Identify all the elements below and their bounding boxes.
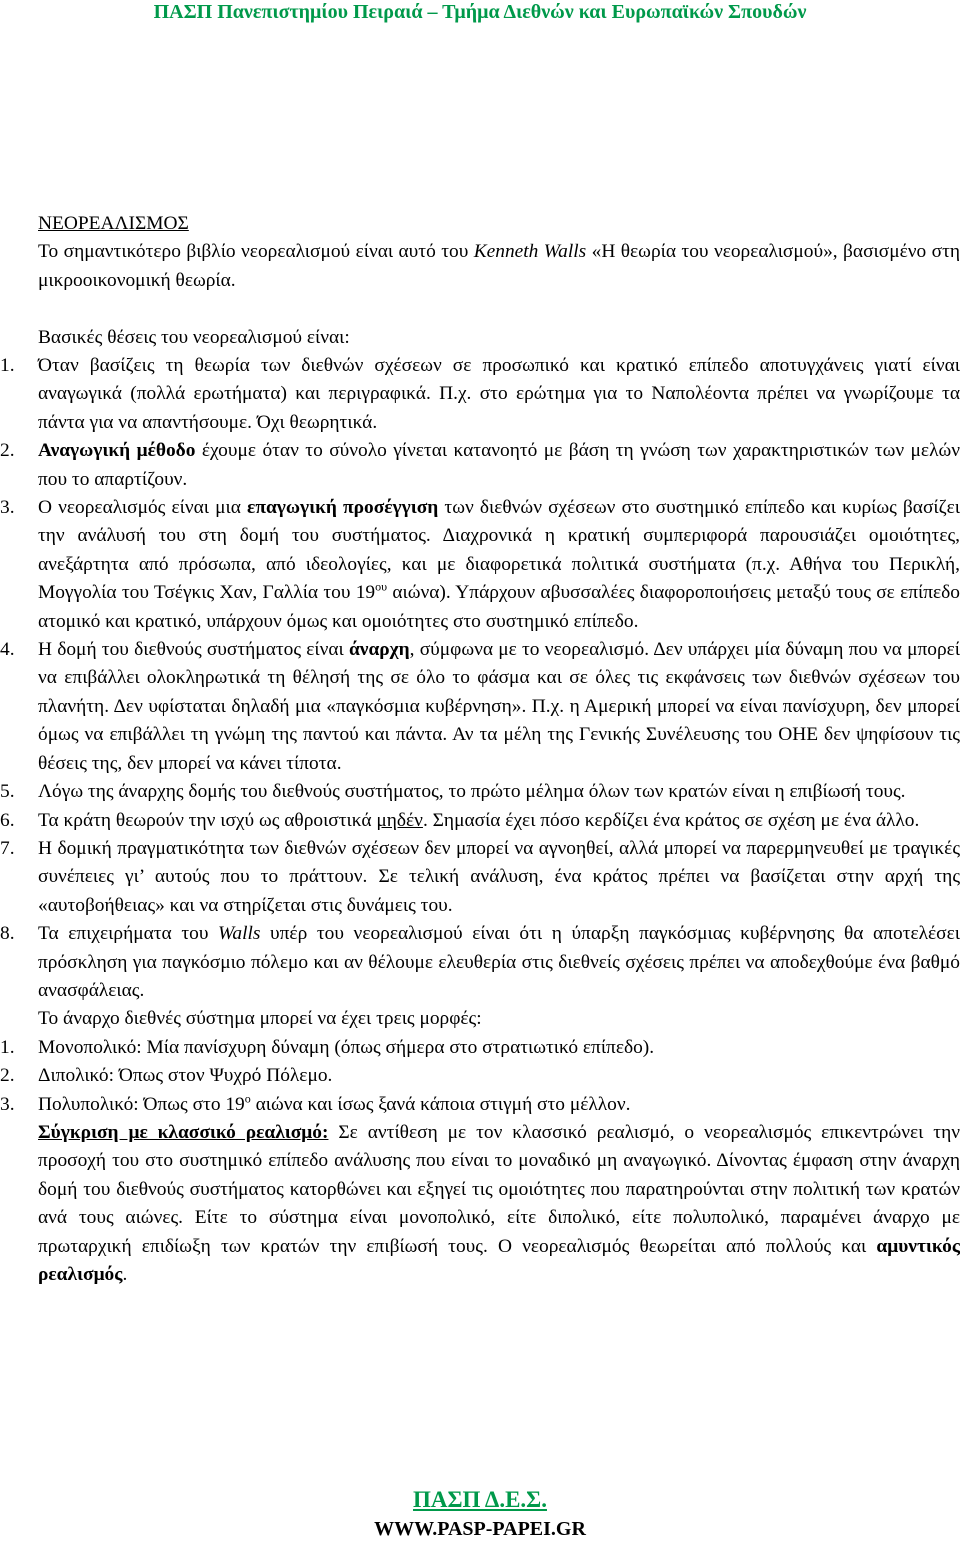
comparison-bold: αμυντικός ρεαλισμός xyxy=(38,1235,960,1286)
list-text-italic: Walls xyxy=(218,923,261,945)
list-text: Τα κράτη θεωρούν την ισχύ ως αθροιστικά xyxy=(38,809,377,831)
blank-line xyxy=(0,295,960,323)
list-number: 1. xyxy=(0,355,15,377)
list-number: 7. xyxy=(0,837,15,859)
intro-text-a: Το σημαντικότερο βιβλίο νεορεαλισμού είναι αυτό του xyxy=(38,241,474,263)
list-number: 3. xyxy=(0,1093,15,1115)
list-text-bold: άναρχη xyxy=(348,639,410,661)
list-text: Τα επιχειρήματα του xyxy=(38,923,219,945)
comparison-label: Σύγκριση με κλασσικό ρεαλισμό: xyxy=(38,1121,329,1143)
list-text: Όταν βασίζεις τη θεωρία των διεθνών σχέσεων σε προσωπικό και κρατικό επίπεδο αποτυγχάνεις γιατί είναι αναγωγικά (πολλά ερωτήματα) και περιγραφικά. Π.χ. στο ερώτημα για το Ναπολέοντα πρέπει να γνωρίζουμε τα πάντα για να απαντήσουμε. Όχι θεωρητικά. xyxy=(38,355,960,433)
list-text: Μονοπολικό: Μία πανίσχυρη δύναμη (όπως σήμερα στο στρατιωτικό επίπεδο). xyxy=(38,1036,655,1058)
footer-url: WWW.PASP-PAPEI.GR xyxy=(374,1518,586,1540)
list-number: 3. xyxy=(0,497,15,519)
section-title xyxy=(0,210,960,238)
list-number: 4. xyxy=(0,639,15,661)
list-text: Λόγω της άναρχης δομής του διεθνούς συστήματος, το πρώτο μέλημα όλων των κρατών είναι η επιβίωσή τους. xyxy=(38,781,906,803)
list-text: των διεθνών σχέσεων στο συστημικό επίπεδο και κυρίως βασίζει την ανάλυσή του στη δομή του συστήματος. Διαχρονικά η κρατική συμπεριφορά παρουσιάζει ομοιότητες, ανεξάρτητα από πρόσωπα, από ιδεολογίες, και με διαφορετικά πολιτικά συστήματα (π.χ. Αθήνα του Περικλή, Μογγολία του Τσέγκις Χαν, Γαλλία του 19 xyxy=(38,497,960,604)
list-text: , σύμφωνα με το νεορεαλισμό. Δεν υπάρχει μία δύναμη που να μπορεί να επιβάλλει ολοκληρωτικά τη θέλησή της σε όλο το φάσμα και σε όλες τις εκφάνσεις των διεθνών σχέσεων του πλανήτη. Δεν υφίσταται δηλαδή μια «παγκόσμια κυβέρνηση». Π.χ. η Αμερική μπορεί να είναι πανίσχυρη, δεν μπορεί όμως να επιβάλλει τη γνώμη της παντού και πάντα. Αν τα μέλη της Γενικής Συνέλευσης του ΟΗΕ δεν ψηφίσουν τις θέσεις της, δεν μπορεί να κάνει τίποτα. xyxy=(38,639,960,774)
list-text: έχουμε όταν το σύνολο γίνεται κατανοητό με βάση τη γνώση των χαρακτηριστικών των μελών που το απαρτίζουν. xyxy=(38,440,960,490)
list-text: Η δομική πραγματικότητα των διεθνών σχέσεων δεν μπορεί να αγνοηθεί, αλλά μπορεί να παρερμηνευθεί με τραγικές συνέπειες γι’ αυτούς που το πράττουν. Σε τελική ανάλυση, ένα κράτος πρέπει να βασίζεται στην αρχή της «αυτοβοήθειας» και να στηρίζεται στις δυνάμεις του. xyxy=(38,837,960,916)
forms-item xyxy=(0,1062,960,1090)
list-number: 8. xyxy=(0,923,15,945)
list-text: υπέρ του νεορεαλισμού είναι ότι η ύπαρξη παγκόσμιας κυβέρνησης θα αποτελέσει πρόσκληση για παγκόσμιο πόλεμο και αν θέλουμε ελευθερία στις διεθνείς σχέσεις πρέπει να αποδεχθούμε ένα βαθμό ανασφάλειας. xyxy=(38,923,960,1001)
page-header: ΠΑΣΠ Πανεπιστημίου Πειραιά – Τμήμα Διεθνών και Ευρωπαϊκών Σπουδών xyxy=(153,1,807,23)
list-item xyxy=(0,352,960,437)
intro-paragraph xyxy=(0,238,960,295)
forms-intro: Το άναρχο διεθνές σύστημα μπορεί να έχει τρεις μορφές: xyxy=(38,1008,482,1030)
list-text: Η δομή του διεθνούς συστήματος είναι xyxy=(38,639,349,661)
list-text: Πολυπολικό: Όπως στο 19 xyxy=(38,1093,245,1115)
list-item xyxy=(0,807,960,835)
list-text: Διπολικό: Όπως στον Ψυχρό Πόλεμο. xyxy=(38,1065,333,1087)
superscript: ου xyxy=(375,579,388,594)
superscript: ο xyxy=(244,1091,251,1106)
footer-title: ΠΑΣΠ Δ.Ε.Σ. xyxy=(413,1487,547,1512)
comparison-text-b: . xyxy=(122,1264,128,1286)
list-text: αιώνα). Υπάρχουν αβυσσαλέες διαφοροποιήσεις μεταξύ τους σε επίπεδο ατομικό και κρατικό, υπάρχουν όμως και ομοιότητες στο συστημικό επίπεδο. xyxy=(38,582,960,632)
list-number: 1. xyxy=(0,1036,15,1058)
list-item xyxy=(0,437,960,494)
intro-text-b: «Η θεωρία του νεορεαλισμού», βασισμένο στη μικροοικονομική θεωρία. xyxy=(38,241,960,291)
section-title-text: ΝΕΟΡΕΑΛΙΣΜΟΣ xyxy=(38,213,189,234)
list-item xyxy=(0,835,960,920)
list-text-bold: Αναγωγική μέθοδο xyxy=(38,440,196,462)
list-item xyxy=(0,920,960,1005)
comparison-paragraph xyxy=(0,1119,960,1289)
list-text-underlined: μηδέν xyxy=(376,809,423,831)
list-text-bold: επαγωγική προσέγγιση xyxy=(247,497,439,519)
list-text: Ο νεορεαλισμός είναι μια xyxy=(38,497,248,519)
intro-author: Kenneth Walls xyxy=(473,241,587,263)
positions-intro: Βασικές θέσεις του νεορεαλισμού είναι: xyxy=(38,326,350,348)
list-number: 2. xyxy=(0,440,15,462)
list-item xyxy=(0,494,960,636)
list-item xyxy=(0,636,960,778)
document-body xyxy=(0,210,960,1289)
list-text: . Σημασία έχει πόσο κερδίζει ένα κράτος σε σχέση με ένα άλλο. xyxy=(422,809,920,831)
list-text: αιώνα και ίσως ξανά κάποια στιγμή στο μέλλον. xyxy=(250,1093,631,1115)
list-number: 6. xyxy=(0,809,15,831)
forms-item xyxy=(0,1034,960,1062)
list-item xyxy=(0,778,960,806)
comparison-text-a: Σε αντίθεση με τον κλασσικό ρεαλισμό, ο νεορεαλισμός επικεντρώνει την προσοχή του στο συστημικό επίπεδο ανάλυσης που είναι το μοναδικό μη αναγωγικό. Δίνοντας έμφαση στην άναρχη δομή του διεθνούς συστήματος κατορθώνει και εξηγεί τις ομοιότητες που παρατηρούνται στην πολιτική των κρατών ανά τους αιώνες. Είτε το σύστημα είναι μονοπολικό, είτε διπολικό, είτε πολυπολικό, παραμένει άναρχο με πρωταρχική επιδίωξη των κρατών την επιβίωσή τους. Ο νεορεαλισμός θεωρείται από πολλούς και xyxy=(38,1121,960,1257)
forms-item xyxy=(0,1091,960,1119)
list-number: 2. xyxy=(0,1065,15,1087)
list-number: 5. xyxy=(0,781,15,803)
